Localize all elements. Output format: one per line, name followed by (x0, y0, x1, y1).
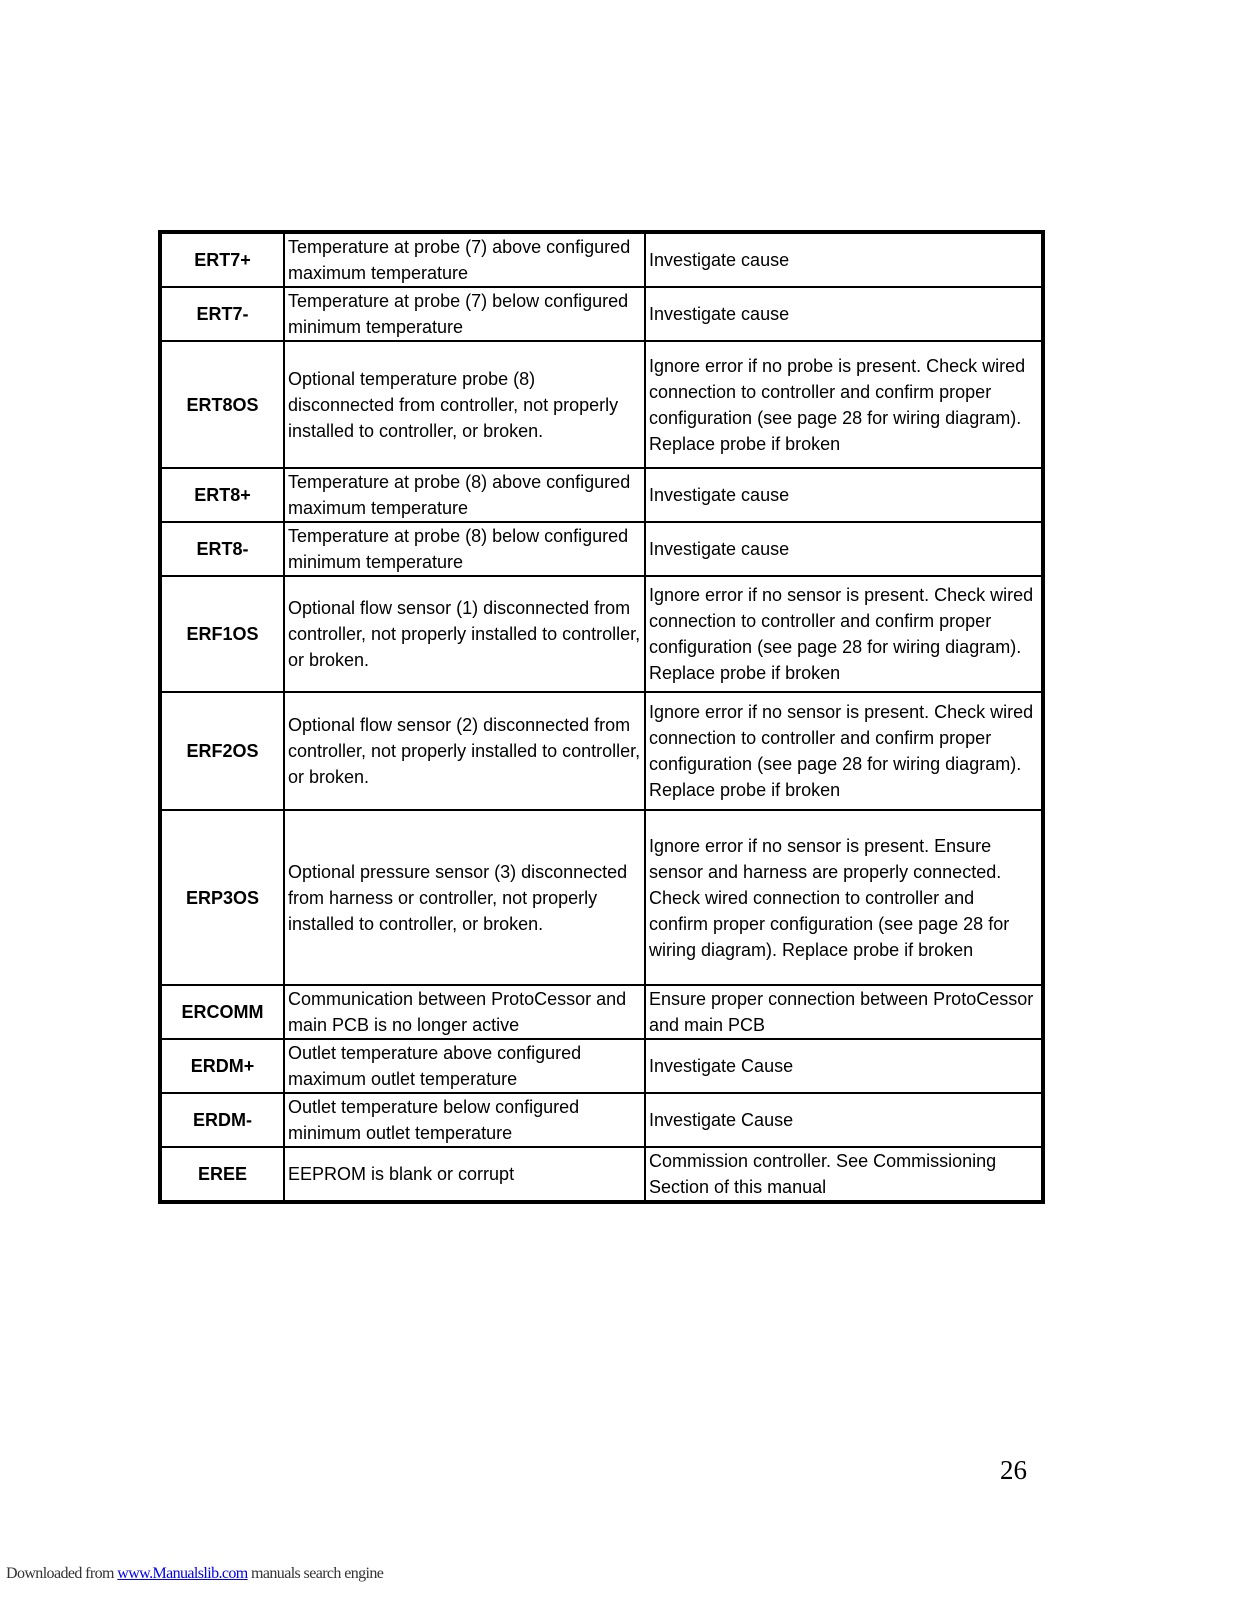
error-description: Communication between ProtoCessor and main PCB is no longer active (284, 985, 645, 1039)
error-description: Optional temperature probe (8) disconnected from controller, not properly installed to controller, or broken. (284, 341, 645, 468)
error-code: EREE (160, 1147, 284, 1202)
error-action: Ensure proper connection between ProtoCessor and main PCB (645, 985, 1043, 1039)
error-code: ERP3OS (160, 810, 284, 985)
table-row (160, 810, 1043, 985)
table-row (160, 522, 1043, 576)
error-action: Ignore error if no probe is present. Check wired connection to controller and confirm proper configuration (see page 28 for wiring diagram). Replace probe if broken (645, 341, 1043, 468)
error-action: Investigate cause (645, 232, 1043, 287)
error-description: Temperature at probe (7) below configured minimum temperature (284, 287, 645, 341)
error-code: ERT7- (160, 287, 284, 341)
page-number: 26 (1000, 1455, 1027, 1485)
error-description: Temperature at probe (8) above configured maximum temperature (284, 468, 645, 522)
error-code-table (158, 230, 1045, 1204)
error-action: Commission controller. See Commissioning Section of this manual (645, 1147, 1043, 1202)
table-row (160, 232, 1043, 287)
table-row (160, 1093, 1043, 1147)
footer-suffix: manuals search engine (247, 1565, 384, 1582)
error-action: Investigate Cause (645, 1039, 1043, 1093)
table-row (160, 287, 1043, 341)
footer-prefix: Downloaded from (6, 1565, 118, 1582)
error-description: Optional pressure sensor (3) disconnected from harness or controller, not properly installed to controller, or broken. (284, 810, 645, 985)
error-action: Investigate cause (645, 522, 1043, 576)
error-description: Temperature at probe (7) above configured maximum temperature (284, 232, 645, 287)
error-action: Ignore error if no sensor is present. Check wired connection to controller and confirm proper configuration (see page 28 for wiring diagram). Replace probe if broken (645, 692, 1043, 810)
error-code: ERT8+ (160, 468, 284, 522)
error-code: ERT8OS (160, 341, 284, 468)
table-row (160, 692, 1043, 810)
error-code: ERT7+ (160, 232, 284, 287)
error-code: ERDM+ (160, 1039, 284, 1093)
table-row (160, 341, 1043, 468)
error-action: Investigate cause (645, 287, 1043, 341)
error-action: Ignore error if no sensor is present. Ensure sensor and harness are properly connected. Check wired connection to controller and confirm proper configuration (see page 28 for wiring diagram). Replace probe if broken (645, 810, 1043, 985)
error-action: Investigate cause (645, 468, 1043, 522)
error-action: Investigate Cause (645, 1093, 1043, 1147)
table-row (160, 1147, 1043, 1202)
error-code: ERCOMM (160, 985, 284, 1039)
table-row (160, 576, 1043, 692)
error-action: Ignore error if no sensor is present. Check wired connection to controller and confirm proper configuration (see page 28 for wiring diagram). Replace probe if broken (645, 576, 1043, 692)
download-footer (6, 1565, 383, 1583)
table-row (160, 468, 1043, 522)
error-code: ERF2OS (160, 692, 284, 810)
error-description: Temperature at probe (8) below configured minimum temperature (284, 522, 645, 576)
error-description: Outlet temperature above configured maximum outlet temperature (284, 1039, 645, 1093)
error-code: ERDM- (160, 1093, 284, 1147)
manualslib-link[interactable]: www.Manualslib.com (117, 1565, 248, 1582)
table-row (160, 1039, 1043, 1093)
error-code: ERF1OS (160, 576, 284, 692)
error-description: Optional flow sensor (1) disconnected from controller, not properly installed to controller, or broken. (284, 576, 645, 692)
error-description: EEPROM is blank or corrupt (284, 1147, 645, 1202)
table-row (160, 985, 1043, 1039)
error-code: ERT8- (160, 522, 284, 576)
error-description: Outlet temperature below configured minimum outlet temperature (284, 1093, 645, 1147)
error-description: Optional flow sensor (2) disconnected from controller, not properly installed to controller, or broken. (284, 692, 645, 810)
